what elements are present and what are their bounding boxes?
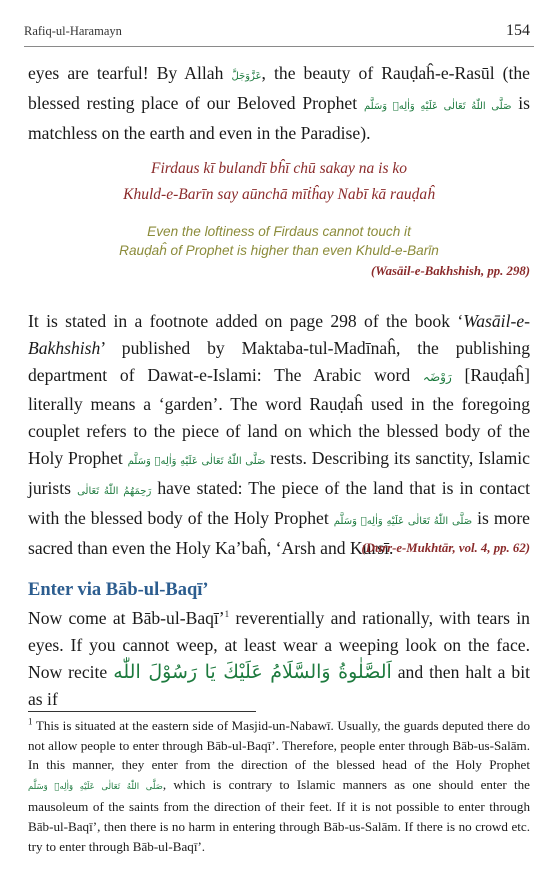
section-heading: Enter via Bāb-ul-Baqī’ <box>28 580 209 600</box>
arabic-word: رَوْضَہ <box>422 370 452 384</box>
poem-line-1: Firdaus kī bulandī bĥī chū sakay na is ko <box>150 160 407 177</box>
paragraph-2 <box>28 308 530 562</box>
arabic-honorific: رَحِمَهُمُ اللّٰهُ تَعَالٰى <box>77 486 152 497</box>
header-divider <box>24 46 534 47</box>
paragraph-1-text: eyes are tearful! By Allah <box>28 63 232 83</box>
paragraph-2-text: is more sacred than even the Holy Ka’baĥ, ‘Arsh and Kursī. <box>28 508 530 558</box>
poem-translation-1: Even the loftiness of Firdaus cannot touch it <box>147 224 411 239</box>
footnote-text: , which is contrary to Islamic manners as one should enter the mausoleum of the saints from the direction of their feet. If it is not possible to enter through Bāb-ul-Baqī’, then there is no harm in entering through Bāb-us-Salām. If there is no crowd etc. try to enter through Bāb-ul-Baqī’. <box>28 776 530 854</box>
arabic-salutation: صَلَّى اللّٰهُ تَعَالٰى عَلَيْهِ وَاٰلِهٖ وَسَلَّم <box>28 781 163 792</box>
page-number: 154 <box>506 22 530 39</box>
arabic-durood: اَلصَّلٰوةُ وَالسَّلَامُ عَلَيْكَ يَا رَسُوْلَ اللّٰه <box>113 661 392 683</box>
paragraph-2-text: [Rauḍaĥ] literally means a ‘garden’. The word Rauḍaĥ used in the foregoing couplet refers to the piece of land on which the blessed body of the Holy Prophet <box>28 365 530 468</box>
paragraph-2-text: It is stated in a footnote added on page 298 of the book ‘ <box>28 311 464 331</box>
footnote-reference: 1 <box>224 609 230 620</box>
poem-reference: (Wasāil-e-Bakhshish, pp. 298) <box>370 264 530 278</box>
arabic-salutation: صَلَّى اللّٰهُ تَعَالٰى عَلَيْهِ وَاٰلِهٖ وَسَلَّم <box>127 456 266 467</box>
paragraph-3-text: and then halt a bit as if <box>28 662 531 709</box>
poem-line-2: Khuld-e-Barīn say aūnchā mīṫĥay Nabī kā rauḍaĥ <box>123 186 435 203</box>
page-header <box>24 22 534 46</box>
paragraph-3-text: reverentially and rationally, with tears in eyes. If you cannot weep, at least wear a weeping look on the face. Now recite <box>28 608 530 682</box>
paragraph-3 <box>28 605 530 713</box>
paragraph-2-text: ’ published by Maktaba-tul-Madīnaĥ, the publishing department of Dawat-e-Islami: The Arabic word <box>28 338 530 385</box>
running-title: Rafiq-ul-Haramayn <box>24 24 122 38</box>
paragraph-2-reference: (Durr-e-Mukhtār, vol. 4, pp. 62) <box>361 541 530 555</box>
paragraph-2-text: rests. Describing its sanctity, Islamic jurists <box>28 448 530 498</box>
arabic-salutation: صَلَّى اللّٰهُ تَعَالٰى عَلَيْهِ وَاٰلِهٖ وَسَلَّم <box>333 516 473 527</box>
paragraph-2-text: have stated: The piece of the land that is in contact with the blessed body of the Holy Prophet <box>28 478 531 528</box>
paragraph-3-text: Now come at Bāb-ul-Baqī’ <box>28 608 225 628</box>
book-title: Wasāil-e-Bakhshish <box>28 311 530 358</box>
footnote-divider <box>28 711 256 712</box>
footnote-text: This is situated at the eastern side of Masjid-un-Nabawī. Usually, the guards deputed there do not allow people to enter through Bāb-ul-Baqī’. Therefore, people enter through Bāb-us-Salām. In this manner, they enter from the direction of the blessed head of the Holy Prophet <box>28 718 530 773</box>
footnote <box>28 716 530 856</box>
paragraph-1-text: , the beauty of Rauḍaĥ-e-Rasūl (the blessed resting place of our Beloved Prophet <box>28 63 530 113</box>
paragraph-1 <box>28 60 530 147</box>
poem-translation-2: Rauḍaĥ of Prophet is higher than even Khuld-e-Barīn <box>119 243 439 258</box>
arabic-honorific: عَزَّوَجَلَّ <box>231 71 262 82</box>
arabic-salutation: صَلَّى اللّٰهُ تَعَالٰى عَلَيْهِ وَاٰلِهٖ وَسَلَّم <box>363 101 512 112</box>
footnote-marker: 1 <box>28 716 33 727</box>
paragraph-1-text: is matchless on the earth and even in the Paradise). <box>28 93 530 143</box>
